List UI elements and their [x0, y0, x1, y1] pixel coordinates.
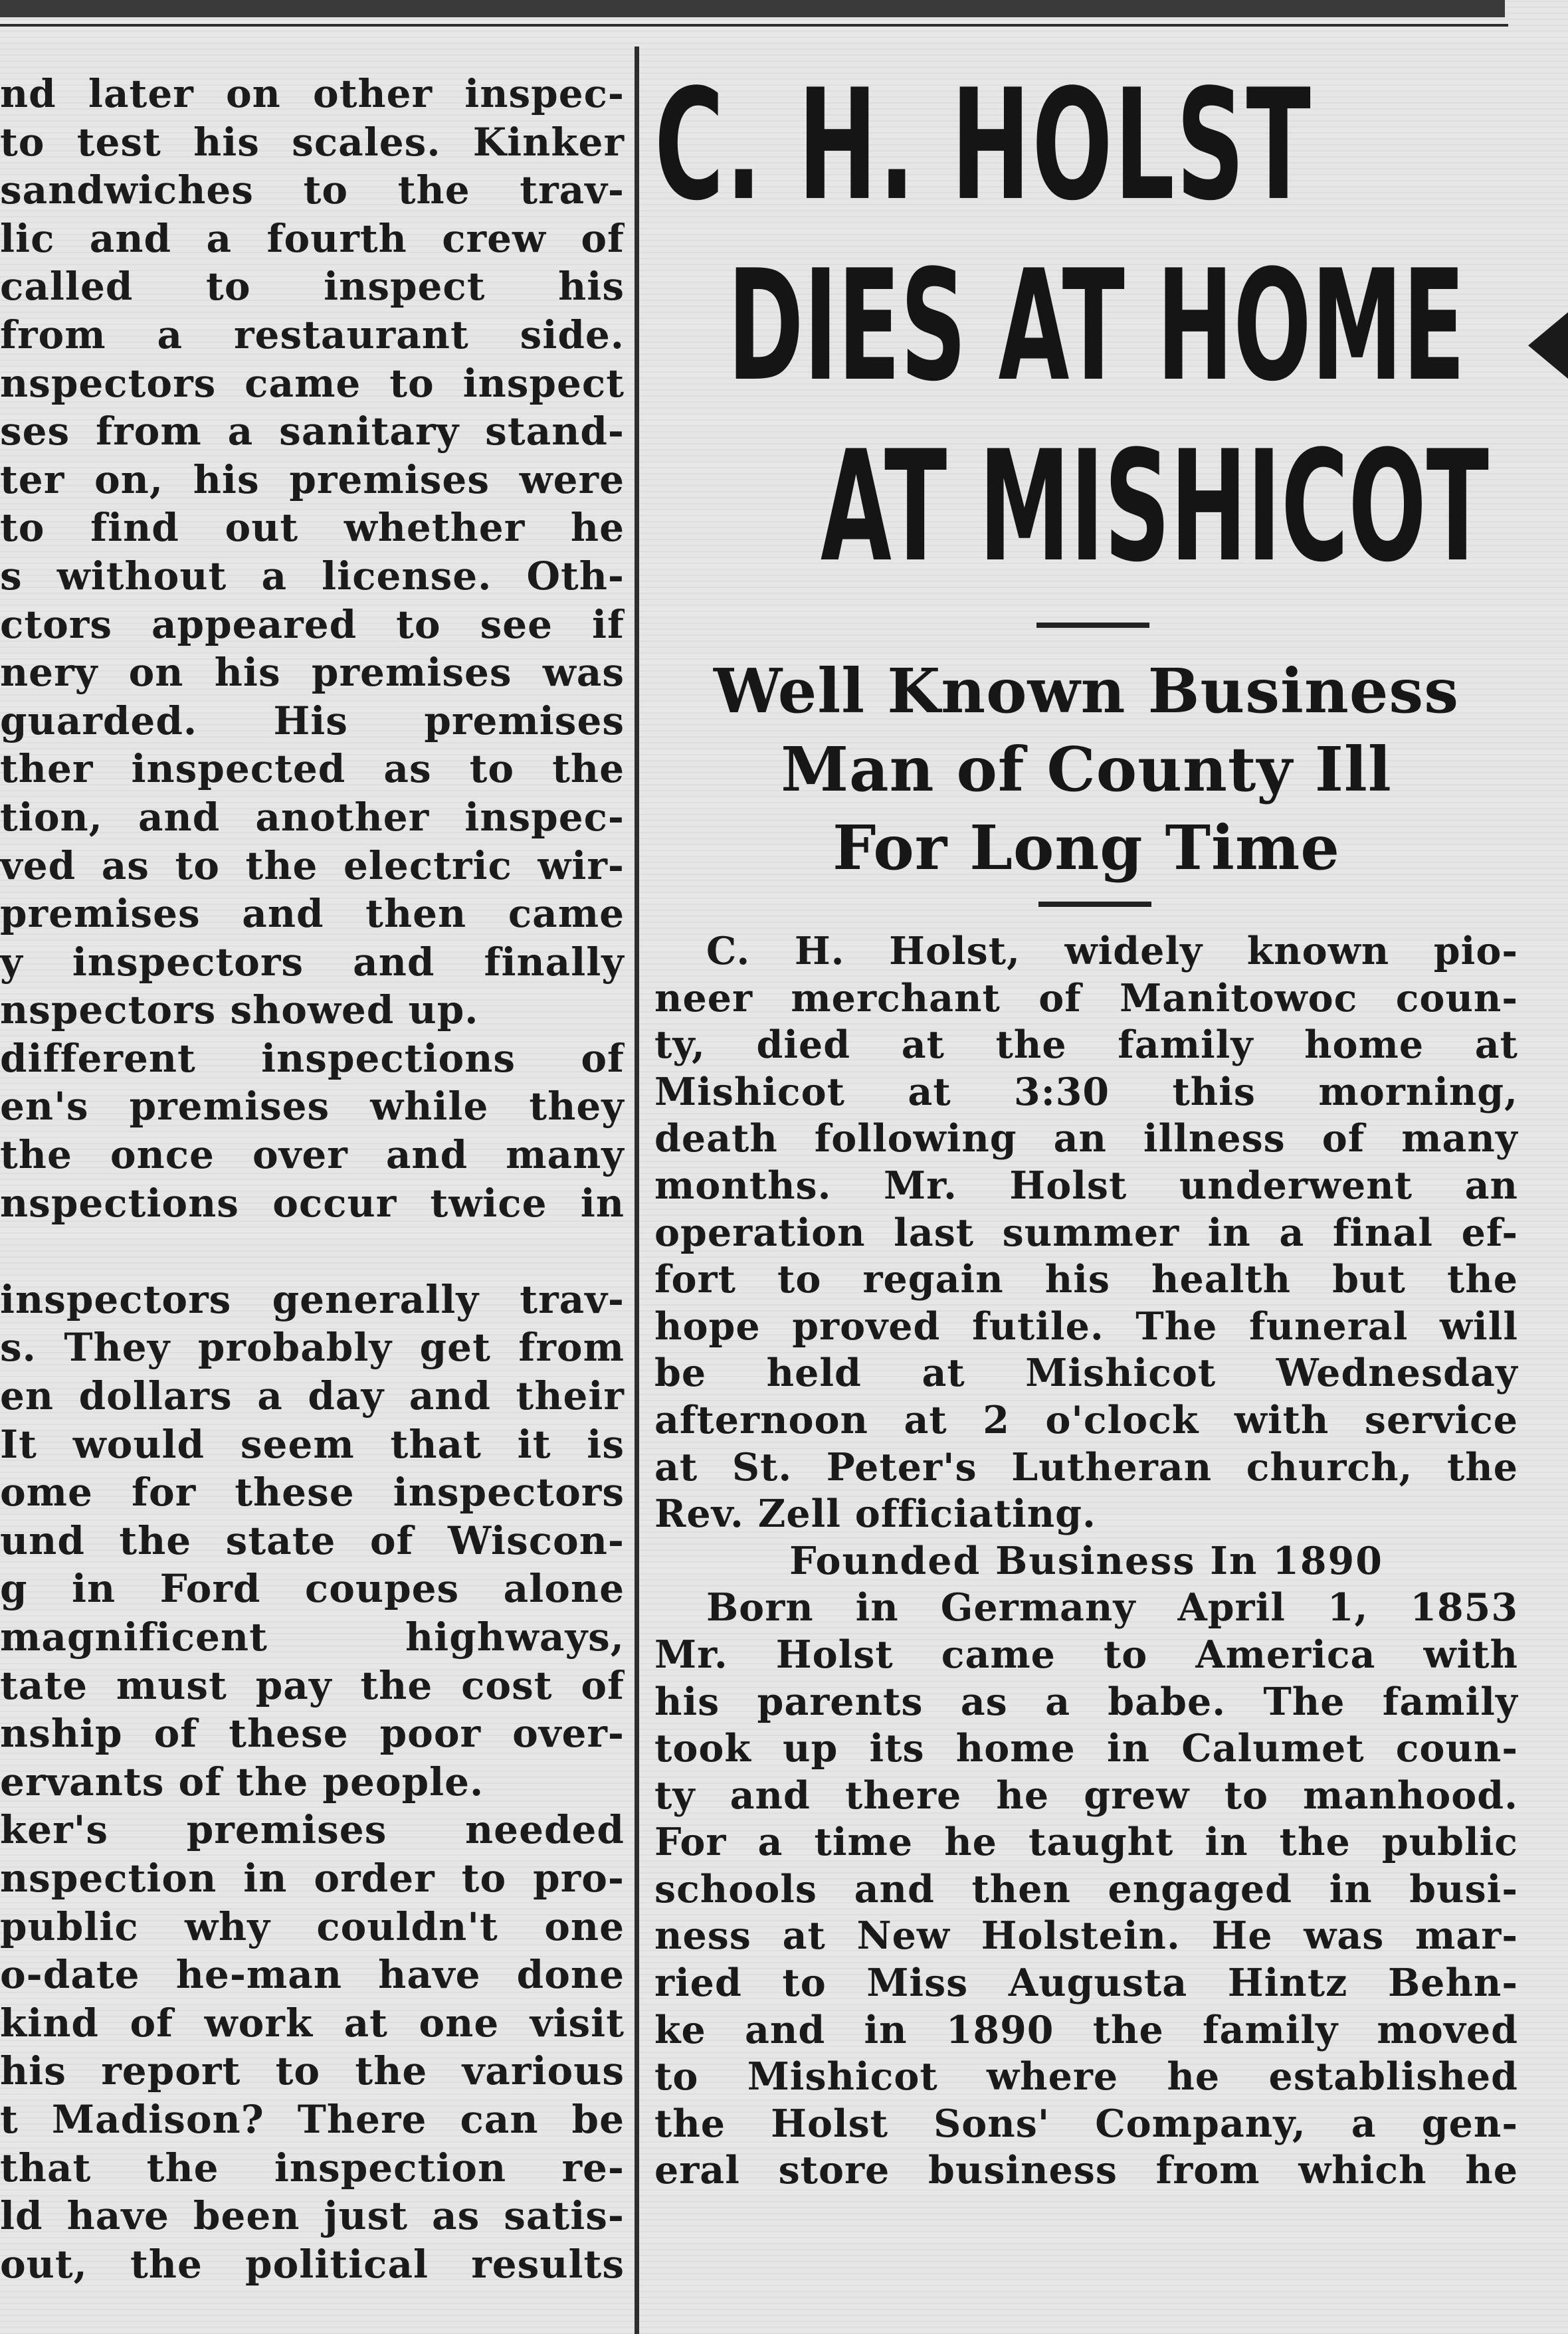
article-line: operation last summer in a final ef-	[654, 1210, 1518, 1255]
article-line: ke and in 1890 the family moved	[654, 2007, 1518, 2052]
edge-arrow-mark	[1528, 312, 1568, 379]
left-column-line: y inspectors and finally	[0, 939, 625, 985]
left-column-line: kind of work at one visit	[0, 2000, 625, 2046]
left-column-line: inspectors generally trav-	[0, 1276, 625, 1322]
left-column-line: und the state of Wiscon-	[0, 1517, 625, 1563]
left-column-line: nship of these poor over-	[0, 1711, 625, 1757]
left-column-line: premises and then came	[0, 891, 625, 937]
article-line: ty, died at the family home at	[654, 1022, 1518, 1068]
article-line: months. Mr. Holst underwent an	[654, 1163, 1518, 1208]
article-column	[654, 57, 1518, 2194]
left-column-line: nspectors came to inspect	[0, 360, 625, 406]
article-line: Mishicot at 3:30 this morning,	[654, 1069, 1518, 1114]
left-column-line: magnificent highways,	[0, 1614, 625, 1660]
article-line: death following an illness of many	[654, 1116, 1518, 1161]
top-border-rule	[0, 0, 1505, 17]
left-column-line: to find out whether he	[0, 505, 625, 551]
article-line: afternoon at 2 o'clock with service	[654, 1397, 1518, 1442]
headline-line-2: DIES AT HOME	[728, 238, 1466, 415]
article-line: neer merchant of Manitowoc coun-	[654, 975, 1518, 1021]
left-column-line: nspections occur twice in	[0, 1180, 625, 1226]
left-column-line: s without a license. Oth-	[0, 553, 625, 599]
article-line: his parents as a babe. The family	[654, 1679, 1518, 1724]
article-line: Born in Germany April 1, 1853	[706, 1585, 1518, 1630]
left-column-line: ved as to the electric wir-	[0, 842, 625, 888]
left-column-line: tate must pay the cost of	[0, 1662, 625, 1708]
left-column-line: ter on, his premises were	[0, 456, 625, 502]
article-line: eral store business from which he	[654, 2148, 1518, 2193]
left-column-line	[0, 1227, 625, 1276]
article-line: fort to regain his health but the	[654, 1257, 1518, 1302]
left-column-line: nery on his premises was	[0, 650, 625, 696]
article-line: ness at New Holstein. He was mar-	[654, 1913, 1518, 1959]
left-column-line: ses from a sanitary stand-	[0, 409, 625, 454]
left-column-line: o-date he-man have done	[0, 1952, 625, 1998]
article-line: be held at Mishicot Wednesday	[654, 1351, 1518, 1396]
left-column-line: It would seem that it is	[0, 1421, 625, 1467]
article-line: schools and then engaged in busi-	[654, 1866, 1518, 1911]
left-column-line: s. They probably get from	[0, 1325, 625, 1371]
left-column-line: lic and a fourth crew of	[0, 215, 625, 261]
deck-line-3: For Long Time	[833, 812, 1340, 884]
subhead: Founded Business In 1890	[789, 1538, 1383, 1583]
left-column-line: the once over and many	[0, 1132, 625, 1178]
headline-separator-rule	[1036, 623, 1149, 628]
left-column-text	[0, 70, 625, 2288]
left-column-line: sandwiches to the trav-	[0, 167, 625, 213]
left-column-line: called to inspect his	[0, 264, 625, 310]
left-column-line: ther inspected as to the	[0, 746, 625, 792]
article-line: at St. Peter's Lutheran church, the	[654, 1444, 1518, 1490]
headline-line-3: AT MISHICOT	[821, 419, 1489, 596]
deck-separator-rule	[1038, 902, 1151, 907]
left-column-line: that the inspection re-	[0, 2145, 625, 2190]
deck	[654, 652, 1518, 887]
left-column-line: nd later on other inspec-	[0, 71, 625, 116]
article-line: hope proved futile. The funeral will	[654, 1304, 1518, 1349]
article-line: Mr. Holst came to America with	[654, 1632, 1518, 1677]
paragraph-2	[654, 1585, 1518, 2194]
left-column-line: ome for these inspectors	[0, 1470, 625, 1515]
left-column-line: nspectors showed up.	[0, 987, 479, 1033]
column-divider	[635, 47, 639, 2334]
left-column-line: g in Ford coupes alone	[0, 1566, 625, 1612]
left-column-line: to test his scales. Kinker	[0, 119, 625, 165]
left-column-line: his report to the various	[0, 2048, 625, 2094]
article-line: ried to Miss Augusta Hintz Behn-	[654, 1961, 1518, 2006]
left-column-line: ctors appeared to see if	[0, 601, 625, 647]
left-column-line: guarded. His premises	[0, 698, 625, 743]
deck-line-1: Well Known Business	[713, 655, 1459, 727]
article-line: Rev. Zell officiating.	[654, 1492, 1096, 1537]
left-column-line: en dollars a day and their	[0, 1373, 625, 1419]
headline-line-1: C. H. HOLST	[654, 57, 1313, 235]
article-body	[654, 928, 1518, 2194]
left-column-line: out, the political results	[0, 2241, 625, 2287]
left-column-line: ld have been just as satis-	[0, 2193, 625, 2239]
left-column-line: nspection in order to pro-	[0, 1855, 625, 1901]
left-column-line: different inspections of	[0, 1035, 625, 1081]
left-column-line: t Madison? There can be	[0, 2096, 625, 2142]
left-column-line: ker's premises needed	[0, 1807, 625, 1853]
left-column-line: tion, and another inspec-	[0, 794, 625, 840]
left-column-line: en's premises while they	[0, 1084, 625, 1129]
article-line: C. H. Holst, widely known pio-	[706, 929, 1518, 973]
article-line: the Holst Sons' Company, a gen-	[654, 2101, 1518, 2146]
paragraph-1	[654, 928, 1518, 1538]
left-column-line: ervants of the people.	[0, 1759, 484, 1804]
deck-line-2: Man of County Ill	[781, 733, 1392, 805]
article-line: ty and there he grew to manhood.	[654, 1773, 1518, 1818]
left-column-line: from a restaurant side.	[0, 312, 625, 357]
top-thin-rule	[0, 24, 1508, 27]
article-line: to Mishicot where he established	[654, 2054, 1518, 2099]
left-column-line: public why couldn't one	[0, 1903, 625, 1949]
article-line: For a time he taught in the public	[654, 1820, 1518, 1865]
article-line: took up its home in Calumet coun-	[654, 1726, 1518, 1771]
